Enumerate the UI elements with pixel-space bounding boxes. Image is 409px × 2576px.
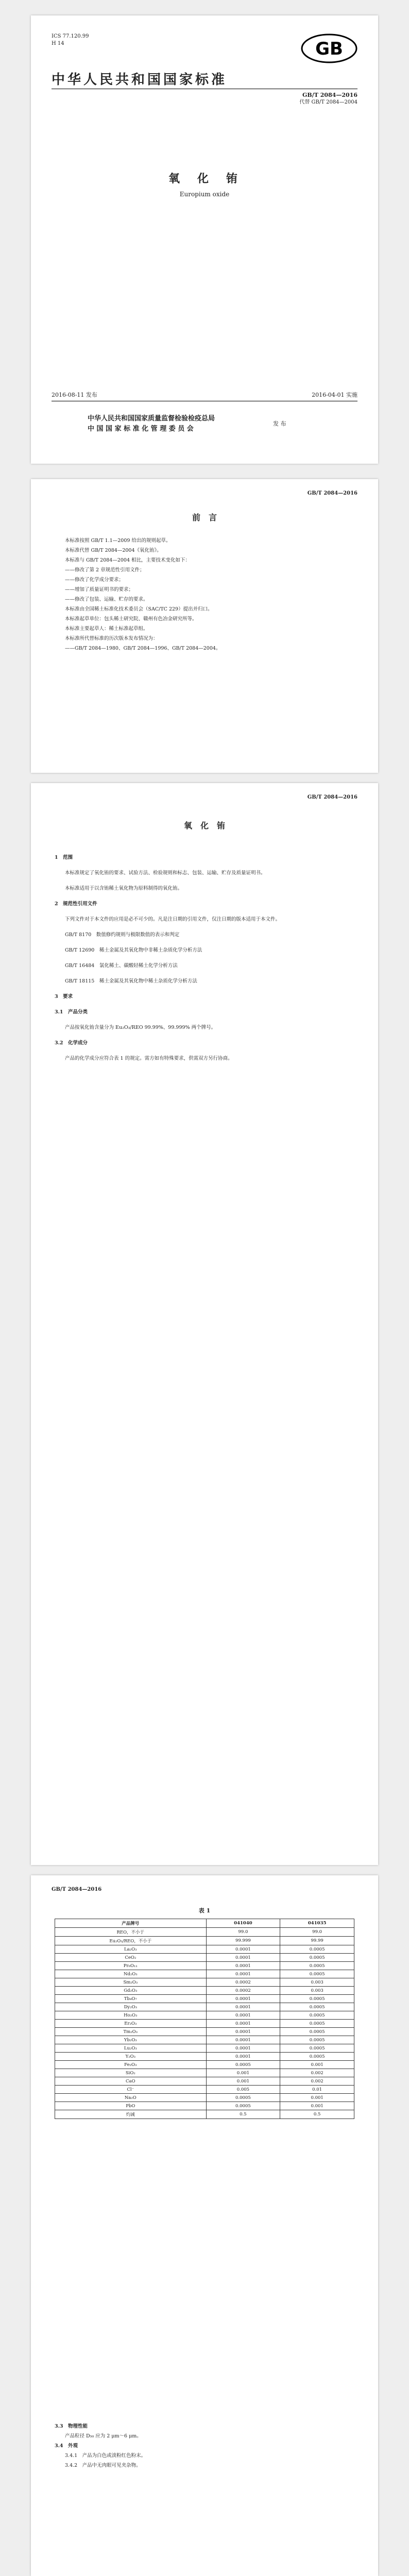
- table-cell: 0.0005: [280, 1954, 354, 1962]
- table-cell: 0.005: [206, 2086, 280, 2094]
- table-cell: Y₂O₃: [55, 2053, 207, 2061]
- ccs-code: H 14: [52, 41, 64, 46]
- table-cell: 0.0005: [206, 2094, 280, 2102]
- table-cell: 0.0005: [280, 1962, 354, 1970]
- para: 本标准代替 GB/T 2084—2004《氧化铕》。: [65, 548, 162, 553]
- table-cell: 灼减: [55, 2110, 207, 2119]
- table-cell: 0.0001: [206, 2011, 280, 2020]
- table-row: [55, 2069, 354, 2077]
- ics-code: ICS 77.120.99: [52, 33, 89, 39]
- table-cell: 0.0001: [206, 1945, 280, 1954]
- section-heading: 2 规范性引用文件: [55, 901, 97, 907]
- table-row: [55, 2020, 354, 2028]
- para: ——修改了第 2 章规范性引用文件；: [65, 567, 145, 573]
- table-cell: 0.0005: [280, 1945, 354, 1954]
- page-header: GB/T 2084—2016: [307, 490, 357, 496]
- para: 产品粒径 D₅₀ 应为 2 μm～6 μm。: [65, 2433, 142, 2439]
- table-row: [55, 1987, 354, 1995]
- table-cell: Yb₂O₃: [55, 2036, 207, 2044]
- table-row: [55, 1970, 354, 1978]
- document-title-cn: 氧 化 铕: [168, 172, 241, 185]
- para: GB/T 8170 数值修约规则与极限数值的表示和判定: [65, 932, 180, 938]
- table-cell: 0.002: [280, 2077, 354, 2086]
- table-cell: REO，不小于: [55, 1928, 207, 1937]
- table-cell: Cl⁻: [55, 2086, 207, 2094]
- body-title: 氧 化 铕: [183, 821, 225, 831]
- table-cell: Fe₂O₃: [55, 2061, 207, 2069]
- para: 本标准所代替标准的历次版本发布情况为：: [65, 636, 158, 641]
- table-cell: 0.0005: [280, 2011, 354, 2020]
- table-cell: 0.001: [206, 2077, 280, 2086]
- table-cell: 0.002: [280, 2069, 354, 2077]
- section-heading: 1 范围: [55, 855, 73, 860]
- implement-date: 2016-04-01 实施: [312, 392, 357, 398]
- table-row: [55, 2028, 354, 2036]
- table-cell: La₂O₃: [55, 1945, 207, 1954]
- para: 下列文件对于本文件的应用是必不可少的。凡是注日期的引用文件，仅注日期的版本适用于本文件。: [65, 917, 281, 922]
- table-header-cell: 041040: [206, 1919, 280, 1928]
- page-header: GB/T 2084—2016: [52, 1887, 102, 1892]
- national-standard-title: 中华人民共和国国家标准: [52, 72, 228, 88]
- table-row: [55, 2061, 354, 2069]
- para: 本标准与 GB/T 2084—2004 相比，主要技术变化如下：: [65, 557, 191, 563]
- table-row: [55, 2086, 354, 2094]
- table-row: [55, 1995, 354, 2003]
- subsection-heading: 3.4 外观: [55, 2443, 78, 2449]
- table-cell: Tb₄O₇: [55, 1995, 207, 2003]
- table1-title: 表 1: [198, 1907, 211, 1914]
- gb-logo-icon: [301, 33, 357, 64]
- table-cell: 0.0001: [206, 1970, 280, 1978]
- publish-date: 2016-08-11 发布: [52, 392, 97, 398]
- table-cell: 99.999: [206, 1937, 280, 1945]
- table-cell: Na₂O: [55, 2094, 207, 2102]
- table-cell: 0.0005: [280, 2036, 354, 2044]
- table-cell: Dy₂O₃: [55, 2003, 207, 2011]
- subsection-heading: 3.3 物理性能: [55, 2424, 88, 2429]
- table-row: [55, 1928, 354, 1937]
- table-cell: 0.003: [280, 1978, 354, 1987]
- table-cell: 0.0001: [206, 1954, 280, 1962]
- table-cell: Tm₂O₃: [55, 2028, 207, 2036]
- foreword-body: [55, 536, 354, 653]
- table-row: [55, 2094, 354, 2102]
- para: GB/T 12690 稀土金属及其氧化物中非稀土杂质化学分析方法: [65, 947, 202, 953]
- para: ——增加了质量证明书的要求；: [65, 587, 134, 592]
- table-row: [55, 2102, 354, 2110]
- para: 本标准由全国稀土标准化技术委员会（SAC/TC 229）提出并归口。: [65, 606, 213, 612]
- table-cell: 0.0002: [206, 1978, 280, 1987]
- scope-body: [55, 850, 354, 1066]
- table-cell: SiO₂: [55, 2069, 207, 2077]
- table-row: [55, 1978, 354, 1987]
- table-cell: 0.0001: [206, 2003, 280, 2011]
- subsection-heading: 3.1 产品分类: [55, 1009, 88, 1015]
- chemical-composition-table: [55, 1919, 354, 2119]
- table-cell: 99.0: [280, 1928, 354, 1937]
- para: 产品的化学成分应符合表 1 的规定。需方如有特殊要求，供需双方另行协商。: [65, 1056, 233, 1061]
- table-cell: 0.0001: [206, 1995, 280, 2003]
- table-header-cell: 041035: [280, 1919, 354, 1928]
- table-cell: 0.0005: [280, 2020, 354, 2028]
- table-cell: 0.0001: [206, 2020, 280, 2028]
- para: 本标准按照 GB/T 1.1—2009 给出的规则起草。: [65, 538, 171, 544]
- table-cell: 0.001: [206, 2069, 280, 2077]
- table-cell: 0.0005: [280, 2028, 354, 2036]
- table-cell: 0.01: [280, 2086, 354, 2094]
- table-cell: 0.0001: [206, 2053, 280, 2061]
- table-cell: Nd₂O₃: [55, 1970, 207, 1978]
- standard-number: GB/T 2084—2016: [302, 92, 357, 98]
- table-row: [55, 2077, 354, 2086]
- para: 产品按氧化铕含量分为 Eu₂O₃/REO 99.99%、99.999% 两个牌号。: [65, 1025, 216, 1030]
- table-cell: CeO₂: [55, 1954, 207, 1962]
- svg-text:GB: GB: [315, 39, 343, 59]
- issuer-2: 中 国 国 家 标 准 化 管 理 委 员 会: [88, 425, 194, 433]
- para: 3.4.1 产品为白色或淡粉红色粉末。: [65, 2453, 146, 2459]
- table-row: [55, 1954, 354, 1962]
- para: ——修改了包装、运输、贮存的要求。: [65, 597, 148, 602]
- subsection-heading: 3.2 化学成分: [55, 1040, 88, 1046]
- table-row: [55, 2003, 354, 2011]
- table-cell: 0.001: [280, 2061, 354, 2069]
- table-cell: Pr₆O₁₁: [55, 1962, 207, 1970]
- table-cell: 0.0005: [206, 2102, 280, 2110]
- table-cell: 0.0005: [280, 2053, 354, 2061]
- para: ——修改了化学成分要求；: [65, 577, 124, 583]
- para: GB/T 16484 氯化稀土、碳酸轻稀土化学分析方法: [65, 963, 178, 969]
- table-row: [55, 1937, 354, 1945]
- table-cell: 0.0002: [206, 1987, 280, 1995]
- table-cell: 99.0: [206, 1928, 280, 1937]
- table-row: [55, 2036, 354, 2044]
- table-row: [55, 1945, 354, 1954]
- table-row: [55, 2053, 354, 2061]
- table-cell: Eu₂O₃/REO，不小于: [55, 1937, 207, 1945]
- table-cell: Er₂O₃: [55, 2020, 207, 2028]
- document-title-en: Europium oxide: [179, 191, 230, 198]
- cover-page: [31, 15, 378, 464]
- para: 本标准规定了氧化铕的要求、试验方法、检验规则和标志、包装、运输、贮存及质量证明书。: [65, 870, 266, 876]
- table-cell: Gd₂O₃: [55, 1987, 207, 1995]
- table-cell: Lu₂O₃: [55, 2044, 207, 2053]
- table-cell: 0.001: [280, 2102, 354, 2110]
- para: 本标准主要起草人：稀土标准起草组。: [65, 626, 148, 632]
- para: 本标准适用于以含铕稀土氧化物为原料制得的氧化铕。: [65, 886, 183, 891]
- table-cell: 0.0005: [206, 2061, 280, 2069]
- page-header: GB/T 2084—2016: [307, 794, 357, 800]
- table-cell: 0.5: [280, 2110, 354, 2119]
- table-cell: 99.99: [280, 1937, 354, 1945]
- table1-page: [31, 1875, 378, 2576]
- table1-body: [55, 1928, 354, 2119]
- table-row: [55, 2011, 354, 2020]
- table-header-cell: 产品牌号: [55, 1919, 207, 1928]
- table-cell: 0.0005: [280, 2003, 354, 2011]
- table-cell: 0.5: [206, 2110, 280, 2119]
- table-cell: 0.0005: [280, 1995, 354, 2003]
- table-cell: 0.0001: [206, 2028, 280, 2036]
- para: 本标准起草单位：包头稀土研究院、赣州有色冶金研究所等。: [65, 616, 197, 622]
- scope-page: [31, 783, 378, 1865]
- foreword-page: [31, 479, 378, 773]
- para: GB/T 18115 稀土金属及其氧化物中稀土杂质化学分析方法: [65, 978, 197, 984]
- para: 3.4.2 产品中无肉眼可见夹杂物。: [65, 2463, 141, 2468]
- section-heading: 3 要求: [55, 994, 73, 999]
- issuer-1: 中华人民共和国国家质量监督检验检疫总局: [88, 415, 215, 422]
- table-cell: Sm₂O₃: [55, 1978, 207, 1987]
- issued-label: 发 布: [273, 420, 286, 427]
- table-cell: 0.001: [280, 2094, 354, 2102]
- table-cell: 0.003: [280, 1987, 354, 1995]
- table-cell: 0.0005: [280, 1970, 354, 1978]
- replaces-note: 代替 GB/T 2084—2004: [299, 99, 357, 105]
- table-cell: 0.0005: [280, 2044, 354, 2053]
- table-cell: CaO: [55, 2077, 207, 2086]
- after-table-text: [55, 2421, 354, 2470]
- table-row: [55, 2044, 354, 2053]
- para: ——GB/T 2084—1980、GB/T 2084—1996、GB/T 2084—2004。: [65, 646, 221, 651]
- table-row: [55, 1962, 354, 1970]
- table-cell: 0.0001: [206, 2036, 280, 2044]
- table-cell: 0.0001: [206, 2044, 280, 2053]
- table-cell: 0.0001: [206, 1962, 280, 1970]
- table-row: [55, 2110, 354, 2119]
- foreword-title: 前 言: [192, 513, 217, 522]
- table-cell: PbO: [55, 2102, 207, 2110]
- table-cell: Ho₂O₃: [55, 2011, 207, 2020]
